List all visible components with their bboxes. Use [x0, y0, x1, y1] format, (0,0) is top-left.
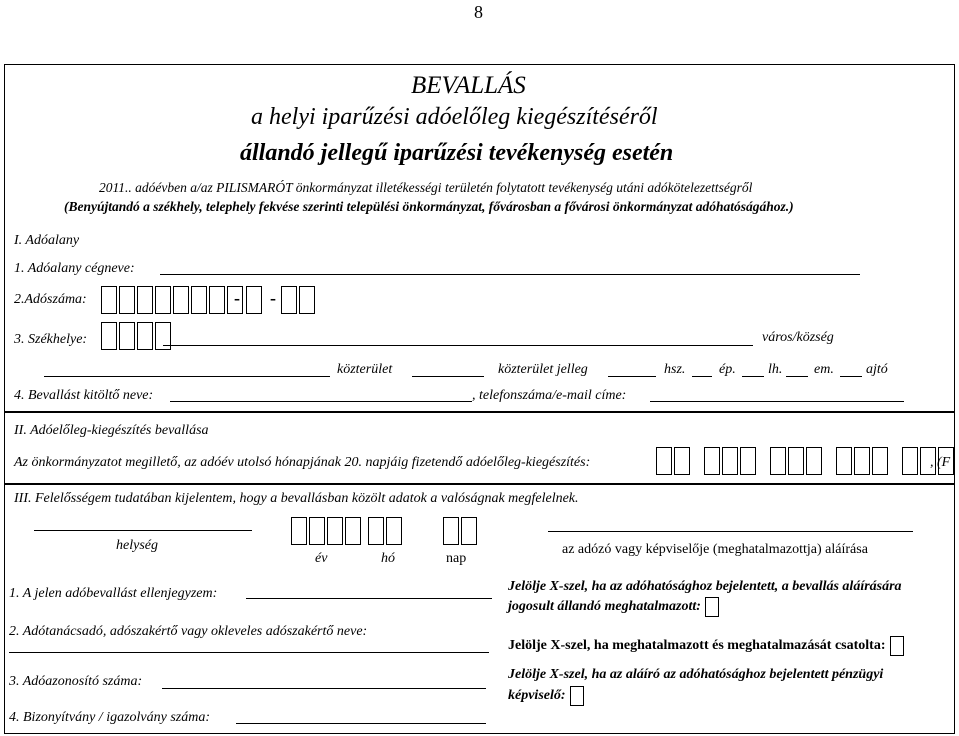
thousands-separator — [890, 447, 900, 475]
staircase-field[interactable] — [742, 376, 764, 377]
tax-number-county-boxes[interactable] — [281, 286, 317, 314]
filler-name-label: 4. Bevallást kitöltő neve: — [14, 388, 154, 403]
seat-label: 3. Székhelye: — [14, 332, 88, 347]
digit-box[interactable] — [704, 447, 720, 475]
digit-box[interactable] — [740, 447, 756, 475]
digit-box[interactable] — [461, 517, 477, 545]
mark2-line — [508, 636, 904, 656]
thousands-separator — [692, 447, 702, 475]
digit-box[interactable] — [299, 286, 315, 314]
section-1-heading: I. Adóalany — [14, 233, 80, 248]
digit-box[interactable] — [443, 517, 459, 545]
company-name-label: 1. Adóalany cégneve: — [14, 261, 135, 276]
digit-box[interactable] — [770, 447, 786, 475]
taxid-label: 3. Adóazonosító száma: — [9, 674, 143, 689]
digit-box[interactable] — [137, 322, 153, 350]
advance-supplement-text: Az önkormányzatot megillető, az adóév utolsó hónapjának 20. napjáig fizetendő adóelőleg-kiegészítés: — [14, 455, 591, 470]
day-label: nap — [446, 551, 467, 566]
digit-box[interactable] — [788, 447, 804, 475]
digit-box[interactable] — [872, 447, 888, 475]
street-field[interactable] — [44, 376, 330, 377]
contact-field[interactable] — [650, 401, 904, 402]
section-divider — [4, 483, 955, 485]
door-field[interactable] — [840, 376, 862, 377]
tax-number-check-box[interactable] — [246, 286, 264, 314]
countersign-label: 1. A jelen adóbevallást ellenjegyzem: — [9, 586, 218, 601]
tax-number-boxes[interactable] — [101, 286, 245, 314]
page-number: 8 — [474, 2, 483, 22]
mark2-text: Jelölje X-szel, ha meghatalmazott és meghatalmazását csatolta: — [508, 638, 886, 654]
mark1-text-line2 — [508, 597, 719, 617]
digit-box[interactable] — [836, 447, 852, 475]
advisor-field[interactable] — [9, 652, 489, 653]
digit-box[interactable] — [155, 286, 171, 314]
dash-separator: - — [270, 288, 276, 308]
building-field[interactable] — [692, 376, 712, 377]
digit-box[interactable] — [656, 447, 672, 475]
floor-label: em. — [814, 362, 834, 377]
house-number-label: hsz. — [664, 362, 686, 377]
taxid-field[interactable] — [162, 688, 486, 689]
standing-proxy-checkbox[interactable] — [705, 597, 719, 617]
form-title: BEVALLÁS — [411, 72, 526, 99]
mark3-text-line2 — [508, 686, 584, 706]
city-label: város/község — [762, 330, 834, 345]
digit-box[interactable] — [806, 447, 822, 475]
digit-box[interactable] — [101, 322, 117, 350]
section-3-heading: III. Felelősségem tudatában kijelentem, hogy a bevallásban közölt adatok a valóságnak megfelelnek. — [14, 491, 579, 506]
digit-box[interactable] — [101, 286, 117, 314]
currency-note: , (F — [930, 455, 951, 470]
digit-box[interactable] — [173, 286, 189, 314]
floor-field[interactable] — [786, 376, 808, 377]
digit-box[interactable] — [291, 517, 307, 545]
digit-box[interactable] — [209, 286, 225, 314]
form-subtitle-1: a helyi iparűzési adóelőleg kiegészítéséről — [251, 104, 658, 130]
filler-name-field[interactable] — [170, 401, 472, 402]
staircase-label: lh. — [768, 362, 783, 377]
advisor-label: 2. Adótanácsadó, adószakértő vagy okleveles adószakértő neve: — [9, 624, 368, 639]
digit-box[interactable] — [345, 517, 361, 545]
digit-box[interactable] — [137, 286, 153, 314]
place-label: helység — [116, 538, 158, 553]
section-2-heading: II. Adóelőleg-kiegészítés bevallása — [14, 423, 209, 438]
mark3-text-line1: Jelölje X-szel, ha az aláíró az adóhatósághoz bejelentett pénzügyi — [508, 667, 884, 682]
signature-field[interactable] — [548, 531, 913, 532]
certificate-field[interactable] — [236, 723, 486, 724]
place-field[interactable] — [34, 530, 252, 531]
mark1-text: jogosult állandó meghatalmazott: — [508, 599, 701, 615]
financial-representative-checkbox[interactable] — [570, 686, 584, 706]
digit-box[interactable] — [119, 286, 135, 314]
street-type-field[interactable] — [412, 376, 484, 377]
digit-box[interactable] — [386, 517, 402, 545]
tax-number-label: 2.Adószáma: — [14, 292, 87, 307]
form-subtitle-2: állandó jellegű iparűzési tevékenység esetén — [240, 140, 674, 166]
street-type-label: közterület jelleg — [498, 362, 588, 377]
section-divider — [4, 411, 955, 413]
company-name-field[interactable] — [160, 274, 860, 275]
day-boxes[interactable] — [443, 517, 479, 545]
attached-authorization-checkbox[interactable] — [890, 636, 904, 656]
year-boxes[interactable] — [291, 517, 363, 545]
street-label: közterület — [337, 362, 393, 377]
signature-label: az adózó vagy képviselője (meghatalmazottja) aláírása — [562, 542, 868, 557]
digit-box[interactable] — [281, 286, 297, 314]
building-label: ép. — [719, 362, 736, 377]
digit-box[interactable] — [902, 447, 918, 475]
dash-separator: - — [234, 288, 240, 308]
mark1-text-line1: Jelölje X-szel, ha az adóhatósághoz bejelentett, a bevallás aláírására — [508, 579, 902, 594]
certificate-label: 4. Bizonyítvány / igazolvány száma: — [9, 710, 211, 725]
month-boxes[interactable] — [368, 517, 404, 545]
form-instruction-line: (Benyújtandó a székhely, telephely fekvése szerinti települési önkormányzat, fővárosban a fővárosi önkormányzat adóhatóságához.) — [64, 199, 794, 214]
amount-boxes[interactable] — [656, 447, 956, 475]
digit-box[interactable] — [368, 517, 384, 545]
contact-label: , telefonszáma/e-mail címe: — [472, 388, 627, 403]
form-intro-line: 2011.. adóévben a/az PILISMARÓT önkormányzat illetékességi területén folytatott tevékenység utáni adókötelezettségről — [99, 180, 753, 195]
digit-box[interactable] — [674, 447, 690, 475]
thousands-separator — [824, 447, 834, 475]
digit-box[interactable] — [191, 286, 207, 314]
year-label: év — [315, 551, 328, 566]
door-label: ajtó — [866, 362, 888, 377]
digit-box[interactable] — [722, 447, 738, 475]
digit-box[interactable] — [309, 517, 325, 545]
digit-box[interactable] — [327, 517, 343, 545]
digit-box[interactable] — [854, 447, 870, 475]
digit-box[interactable] — [246, 286, 262, 314]
thousands-separator — [758, 447, 768, 475]
mark3-text: képviselő: — [508, 688, 566, 704]
countersign-field[interactable] — [246, 598, 492, 599]
month-label: hó — [381, 551, 395, 566]
city-field[interactable] — [163, 345, 753, 346]
digit-box[interactable] — [119, 322, 135, 350]
house-number-field[interactable] — [608, 376, 656, 377]
